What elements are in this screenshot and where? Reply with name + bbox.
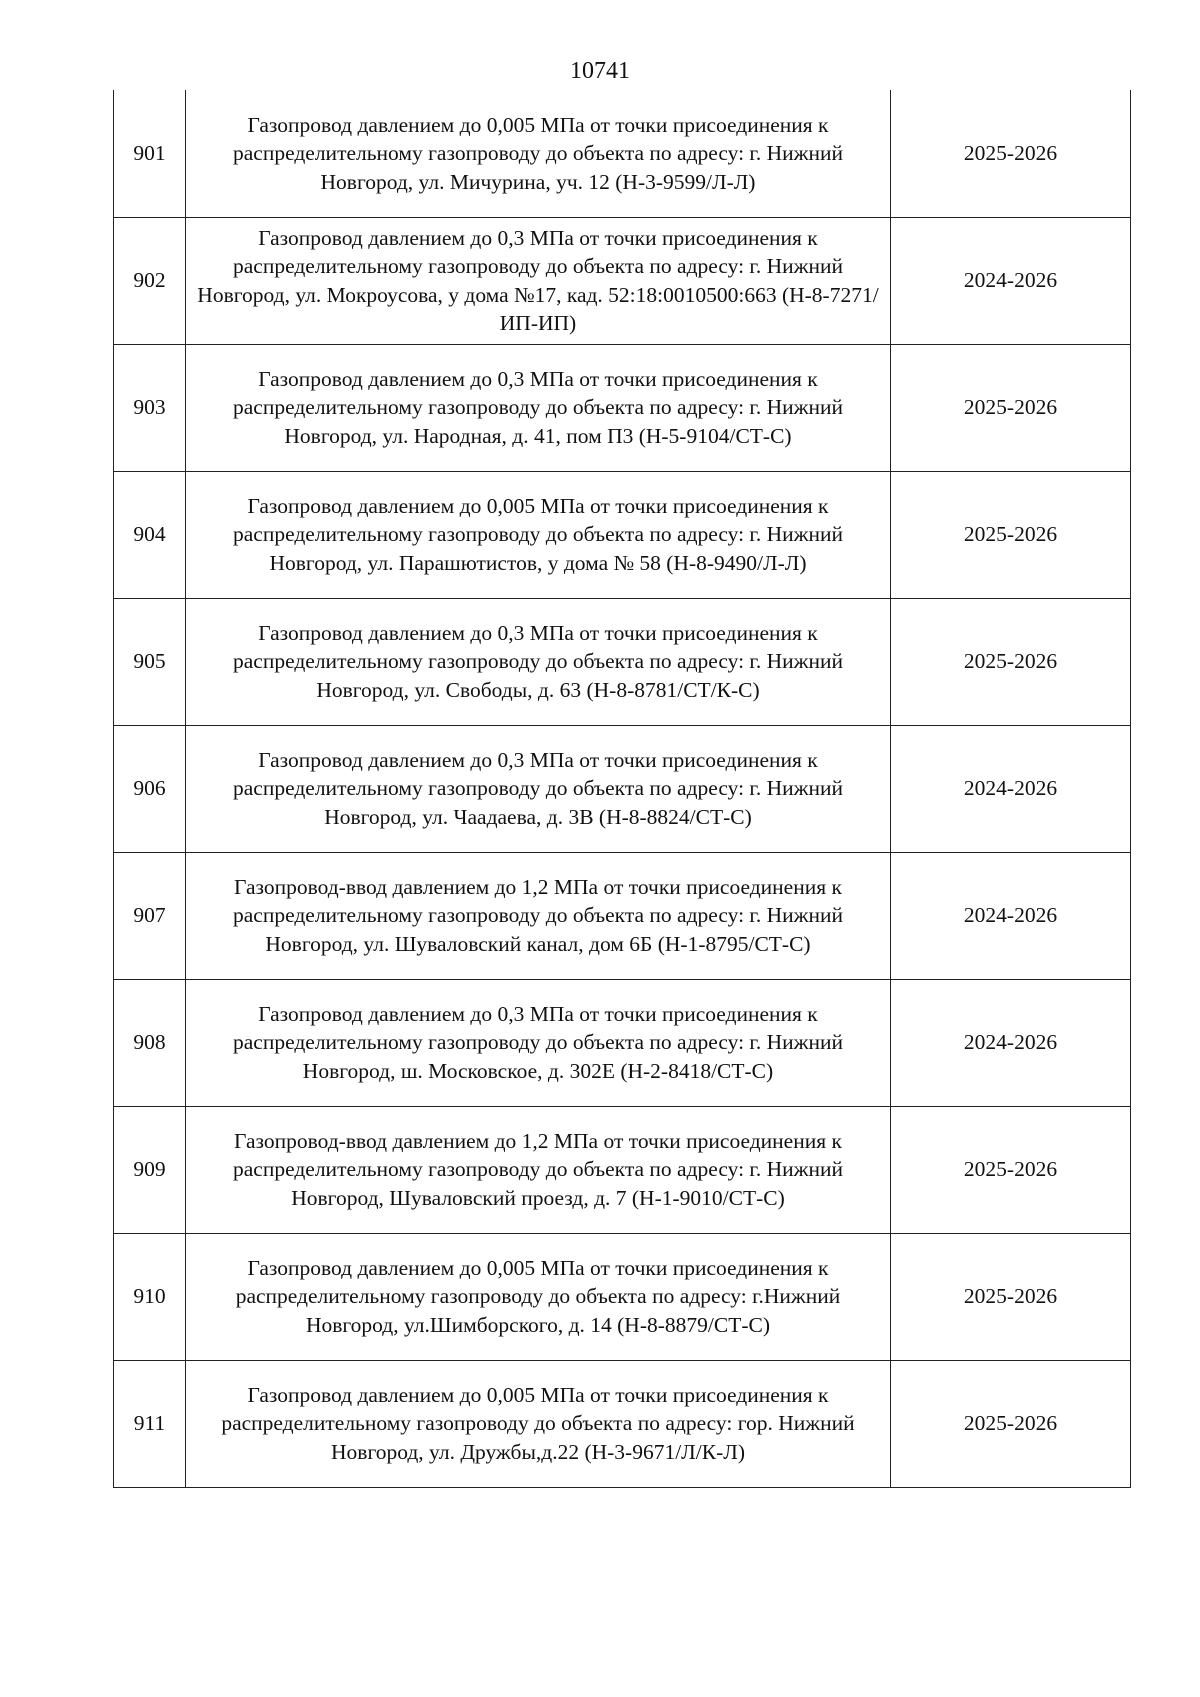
page-number: 10741 bbox=[570, 58, 630, 84]
row-number: 906 bbox=[114, 725, 186, 852]
row-period: 2025-2026 bbox=[891, 471, 1131, 598]
row-period: 2024-2026 bbox=[891, 217, 1131, 344]
row-description: Газопровод давлением до 0,3 МПа от точки присоединения к распределительному газопроводу до объекта по адресу: г. Нижний Новгород, ул. Чаадаева, д. 3В (Н-8-8824/СТ-С) bbox=[186, 725, 891, 852]
row-number: 904 bbox=[114, 471, 186, 598]
gas-pipeline-table bbox=[113, 90, 1131, 1488]
row-period: 2025-2026 bbox=[891, 344, 1131, 471]
row-period: 2025-2026 bbox=[891, 90, 1131, 217]
row-description: Газопровод давлением до 0,3 МПа от точки присоединения к распределительному газопроводу до объекта по адресу: г. Нижний Новгород, ш. Московское, д. 302Е (Н-2-8418/СТ-С) bbox=[186, 979, 891, 1106]
row-period: 2025-2026 bbox=[891, 1106, 1131, 1233]
row-number: 902 bbox=[114, 217, 186, 344]
table-row bbox=[114, 852, 1131, 979]
row-period: 2025-2026 bbox=[891, 598, 1131, 725]
table-row bbox=[114, 90, 1131, 217]
table-row bbox=[114, 598, 1131, 725]
row-number: 903 bbox=[114, 344, 186, 471]
row-number: 909 bbox=[114, 1106, 186, 1233]
table-row bbox=[114, 1233, 1131, 1360]
table-row bbox=[114, 1106, 1131, 1233]
row-description: Газопровод давлением до 0,005 МПа от точки присоединения к распределительному газопроводу до объекта по адресу: гор. Нижний Новгород, ул. Дружбы,д.22 (Н-3-9671/Л/К-Л) bbox=[186, 1360, 891, 1487]
table-row bbox=[114, 344, 1131, 471]
row-description: Газопровод давлением до 0,005 МПа от точки присоединения к распределительному газопроводу до объекта по адресу: г. Нижний Новгород, ул. Мичурина, уч. 12 (Н-3-9599/Л-Л) bbox=[186, 90, 891, 217]
table-row bbox=[114, 979, 1131, 1106]
table-row bbox=[114, 471, 1131, 598]
row-number: 905 bbox=[114, 598, 186, 725]
table-body bbox=[114, 90, 1131, 1487]
row-period: 2025-2026 bbox=[891, 1360, 1131, 1487]
row-number: 908 bbox=[114, 979, 186, 1106]
gas-pipeline-table-container bbox=[113, 90, 1130, 1488]
row-number: 910 bbox=[114, 1233, 186, 1360]
row-description: Газопровод давлением до 0,3 МПа от точки присоединения к распределительному газопроводу до объекта по адресу: г. Нижний Новгород, ул. Мокроусова, у дома №17, кад. 52:18:0010500:663 (Н-8-7271/ИП-ИП) bbox=[186, 217, 891, 344]
row-number: 901 bbox=[114, 90, 186, 217]
row-number: 911 bbox=[114, 1360, 186, 1487]
row-period: 2025-2026 bbox=[891, 1233, 1131, 1360]
row-description: Газопровод давлением до 0,3 МПа от точки присоединения к распределительному газопроводу до объекта по адресу: г. Нижний Новгород, ул. Свободы, д. 63 (Н-8-8781/СТ/К-С) bbox=[186, 598, 891, 725]
row-period: 2024-2026 bbox=[891, 852, 1131, 979]
row-number: 907 bbox=[114, 852, 186, 979]
row-description: Газопровод давлением до 0,005 МПа от точки присоединения к распределительному газопроводу до объекта по адресу: г. Нижний Новгород, ул. Парашютистов, у дома № 58 (Н-8-9490/Л-Л) bbox=[186, 471, 891, 598]
row-period: 2024-2026 bbox=[891, 979, 1131, 1106]
row-description: Газопровод-ввод давлением до 1,2 МПа от точки присоединения к распределительному газопроводу до объекта по адресу: г. Нижний Новгород, Шуваловский проезд, д. 7 (Н-1-9010/СТ-С) bbox=[186, 1106, 891, 1233]
row-period: 2024-2026 bbox=[891, 725, 1131, 852]
table-row bbox=[114, 217, 1131, 344]
row-description: Газопровод давлением до 0,3 МПа от точки присоединения к распределительному газопроводу до объекта по адресу: г. Нижний Новгород, ул. Народная, д. 41, пом П3 (Н-5-9104/СТ-С) bbox=[186, 344, 891, 471]
table-row bbox=[114, 725, 1131, 852]
row-description: Газопровод-ввод давлением до 1,2 МПа от точки присоединения к распределительному газопроводу до объекта по адресу: г. Нижний Новгород, ул. Шуваловский канал, дом 6Б (Н-1-8795/СТ-С) bbox=[186, 852, 891, 979]
table-row bbox=[114, 1360, 1131, 1487]
row-description: Газопровод давлением до 0,005 МПа от точки присоединения к распределительному газопроводу до объекта по адресу: г.Нижний Новгород, ул.Шимборского, д. 14 (Н-8-8879/СТ-С) bbox=[186, 1233, 891, 1360]
